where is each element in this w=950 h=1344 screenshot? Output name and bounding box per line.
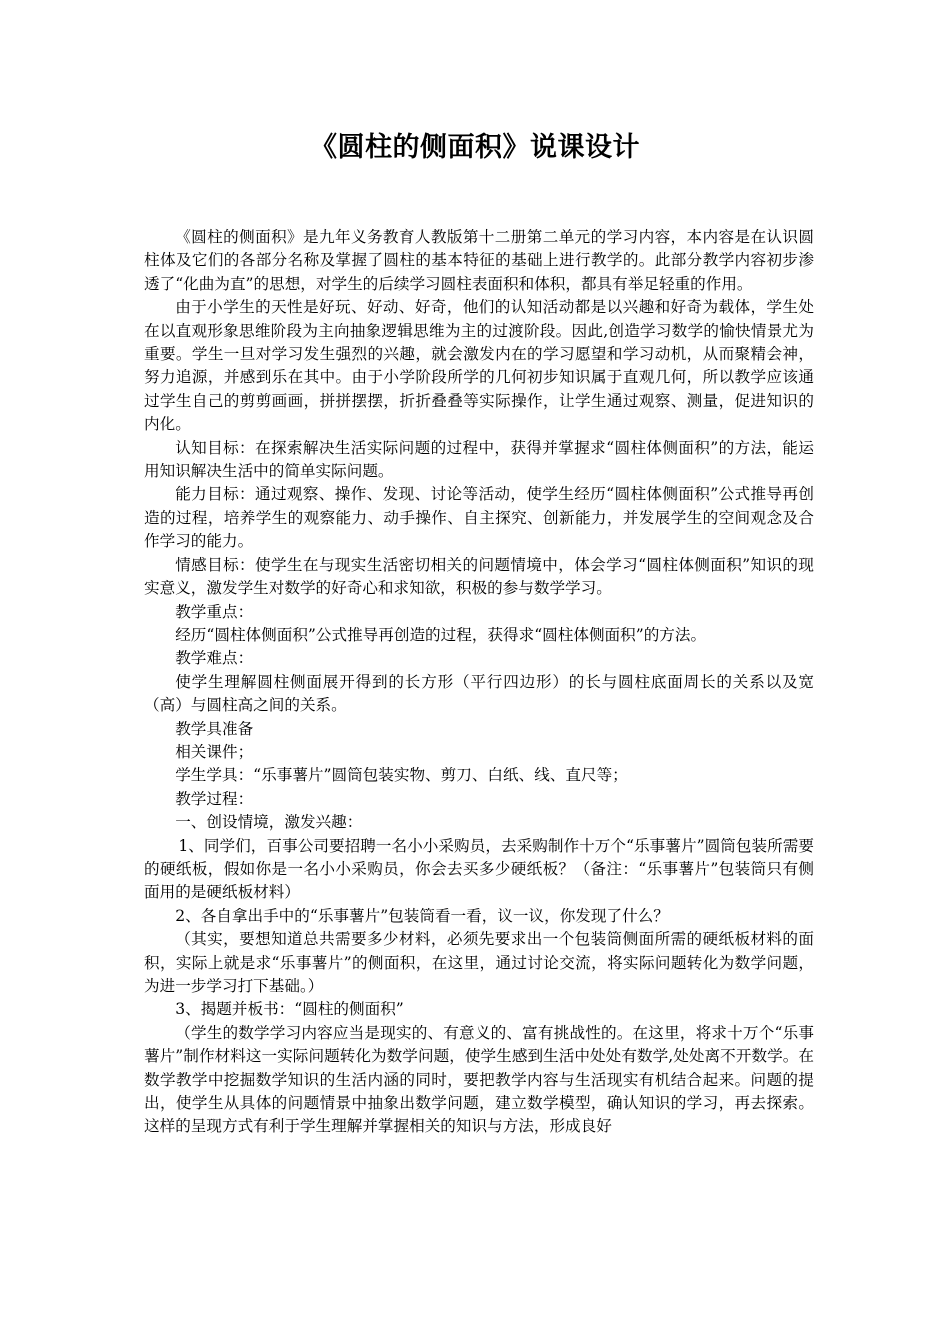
paragraph-student-analysis: 由于小学生的天性是好玩、好动、好奇，他们的认知活动都是以兴趣和好奇为载体，学生处在以直观形象思维阶段为主向抽象逻辑思维为主的过渡阶段。因此,创造学习数学的愉快情景尤为重要。学生一旦对学习发生强烈的兴趣，就会激发内在的学习愿望和学习动机，从而聚精会神，努力追源，并感到乐在其中。由于小学阶段所学的几何初步知识属于直观几何，所以教学应该通过学生自己的剪剪画画，拼拼摆摆，折折叠叠等实际操作，让学生通过观察、测量，促进知识的内化。 (144, 298, 814, 434)
paragraph-emotion-goal: 情感目标：使学生在与现实生活密切相关的问题情境中，体会学习“圆柱体侧面积”知识的现实意义，激发学生对数学的好奇心和求知欲，积极的参与数学学习。 (144, 555, 814, 598)
paragraph-courseware: 相关课件； (175, 742, 254, 761)
paragraph-section-one-heading: 一、创设情境，激发兴趣： (175, 813, 363, 832)
paragraph-step-three-note: （学生的数学学习内容应当是现实的、有意义的、富有挑战性的。在这里，将求十万个“乐事薯片”制作材料这一实际问题转化为数学问题，使学生感到生活中处处有数学,处处离不开数学。在数学教学中挖掘数学知识的生活内涵的同时，要把教学内容与生活现实有机结合起来。问题的提出，使学生从具体的问题情景中抽象出数学问题，建立数学模型，确认知识的学习，再去探索。这样的呈现方式有利于学生理解并掌握相关的知识与方法，形成良好 (144, 1023, 814, 1136)
document-title: 《圆柱的侧面积》说课设计 (310, 132, 640, 163)
paragraph-step-three: 3、揭题并板书：“圆柱的侧面积” (175, 1000, 404, 1019)
paragraph-ability-goal: 能力目标：通过观察、操作、发现、讨论等活动，使学生经历“圆柱体侧面积”公式推导再创造的过程，培养学生的观察能力、动手操作、自主探究、创新能力，并发展学生的空间观念及合作学习的能力。 (144, 485, 814, 551)
paragraph-intro: 《圆柱的侧面积》是九年义务教育人教版第十二册第二单元的学习内容，本内容是在认识圆柱体及它们的各部分名称及掌握了圆柱的基本特征的基础上进行教学的。此部分教学内容初步渗透了“化曲为直”的思想，对学生的后续学习圆柱表面积和体积，都具有举足轻重的作用。 (144, 228, 814, 293)
paragraph-cognitive-goal: 认知目标：在探索解决生活实际问题的过程中，获得并掌握求“圆柱体侧面积”的方法，能运用知识解决生活中的简单实际问题。 (144, 438, 814, 481)
paragraph-difficulty-heading: 教学难点： (175, 649, 254, 668)
paragraph-step-two-note: （其实，要想知道总共需要多少材料，必须先要求出一个包装筒侧面所需的硬纸板材料的面积，实际上就是求“乐事薯片”的侧面积，在这里，通过讨论交流，将实际问题转化为数学问题，为进一步学习打下基础。） (144, 930, 814, 995)
paragraph-student-tools: 学生学具：“乐事薯片”圆筒包装实物、剪刀、白纸、线、直尺等； (175, 766, 628, 785)
paragraph-step-one: 1、同学们，百事公司要招聘一名小小采购员，去采购制作十万个“乐事薯片”圆筒包装所需要的硬纸板，假如你是一名小小采购员，你会去买多少硬纸板？（备注：“乐事薯片”包装筒只有侧面用的是硬纸板材料） (144, 836, 814, 902)
paragraph-difficulty: 使学生理解圆柱侧面展开得到的长方形（平行四边形）的长与圆柱底面周长的关系以及宽（高）与圆柱高之间的关系。 (144, 672, 814, 715)
paragraph-process-heading: 教学过程： (175, 789, 254, 808)
paragraph-materials-heading: 教学具准备 (175, 719, 254, 738)
document-body (144, 226, 814, 1139)
paragraph-step-two: 2、各自拿出手中的“乐事薯片”包装筒看一看，议一议，你发现了什么？ (175, 906, 669, 925)
paragraph-key-point-heading: 教学重点： (175, 602, 254, 621)
paragraph-key-point: 经历“圆柱体侧面积”公式推导再创造的过程，获得求“圆柱体侧面积”的方法。 (175, 625, 707, 644)
